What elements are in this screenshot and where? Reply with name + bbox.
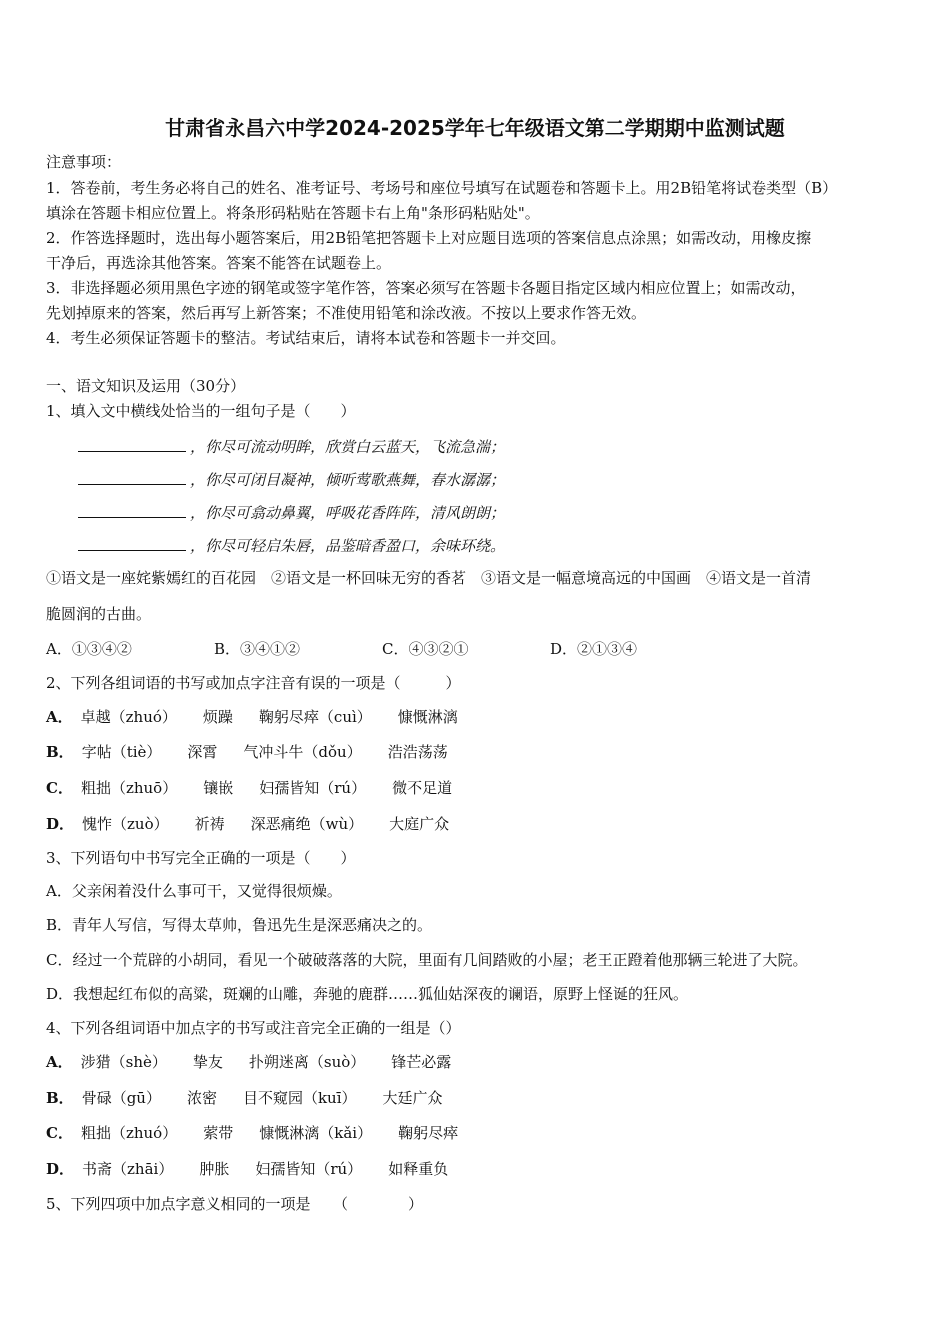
q1-blank-text: ，你尽可轻启朱唇，品鉴暗香盈口，余味环绕。 bbox=[190, 537, 506, 555]
q4-option-a[interactable] bbox=[46, 1051, 477, 1072]
q1-sentences-b: 脆圆润的古曲。 bbox=[46, 605, 152, 623]
word: 镶嵌 bbox=[203, 779, 234, 797]
q1-blank-line bbox=[78, 535, 505, 556]
q2-stem: 2、下列各组词语的书写或加点字注音有误的一项是（ ） bbox=[46, 674, 461, 692]
q1-blank-text: ，你尽可闭目凝神，倾听莺歌燕舞，春水潺潺； bbox=[190, 471, 506, 489]
q3-option-b[interactable]: B．青年人写信，写得太草帅，鲁迅先生是深恶痛决之的。 bbox=[46, 916, 433, 934]
section-heading: 一、语文知识及运用（30分） bbox=[46, 377, 246, 395]
q1-option-d[interactable]: D．②①③④ bbox=[550, 640, 638, 658]
option-letter: D． bbox=[46, 815, 75, 833]
notice-item-1b: 填涂在答题卡相应位置上。将条形码粘贴在答题卡右上角"条形码粘贴处"。 bbox=[46, 204, 540, 222]
word: 目不窥园（kuī） bbox=[242, 1089, 357, 1107]
word: 鞠躬尽瘁 bbox=[398, 1124, 459, 1142]
answer-blank bbox=[78, 470, 186, 485]
word: 妇孺皆知（rú） bbox=[255, 1160, 363, 1178]
word: 烦躁 bbox=[202, 708, 233, 726]
q1-stem: 1、填入文中横线处恰当的一组句子是（ ） bbox=[46, 402, 356, 420]
notice-item-2b: 干净后，再选涂其他答案。答案不能答在试题卷上。 bbox=[46, 254, 392, 272]
notice-heading: 注意事项： bbox=[46, 153, 122, 171]
word: 微不足道 bbox=[392, 779, 453, 797]
notice-item-3a: 3．非选择题必须用黑色字迹的钢笔或签字笔作答，答案必须写在答题卡各题目指定区域内相应位置上；如需改动， bbox=[46, 279, 806, 297]
word: 浓密 bbox=[186, 1089, 217, 1107]
q1-blank-line bbox=[78, 436, 505, 457]
word: 字帖（tiè） bbox=[81, 743, 162, 761]
q1-option-c[interactable]: C．④③②① bbox=[382, 640, 469, 658]
option-letter: B． bbox=[46, 1089, 74, 1107]
word: 肿胀 bbox=[199, 1160, 230, 1178]
answer-blank bbox=[78, 437, 186, 452]
option-letter: C． bbox=[46, 779, 73, 797]
q3-option-a[interactable]: A．父亲闲着没什么事可干，又觉得很烦燥。 bbox=[46, 882, 342, 900]
word: 慷慨淋漓 bbox=[397, 708, 458, 726]
q2-option-d[interactable] bbox=[46, 813, 475, 834]
q1-blank-line bbox=[78, 502, 505, 523]
q4-option-c[interactable] bbox=[46, 1122, 484, 1143]
word: 浩浩荡荡 bbox=[387, 743, 448, 761]
notice-item-3b: 先划掉原来的答案，然后再写上新答案；不准使用铅笔和涂改液。不按以上要求作答无效。 bbox=[46, 304, 647, 322]
q2-option-a[interactable] bbox=[46, 706, 484, 727]
q2-option-c[interactable] bbox=[46, 777, 478, 798]
q2-option-b[interactable] bbox=[46, 741, 474, 762]
option-letter: B． bbox=[46, 743, 74, 761]
q1-options bbox=[46, 638, 718, 659]
word: 鞠躬尽瘁（cuì） bbox=[258, 708, 372, 726]
word: 愧怍（zuò） bbox=[82, 815, 169, 833]
word: 书斋（zhāi） bbox=[82, 1160, 174, 1178]
q5-stem: 5、下列四项中加点字意义相同的一项是 （ ） bbox=[46, 1195, 424, 1213]
q3-stem: 3、下列语句中书写完全正确的一项是（ ） bbox=[46, 849, 356, 867]
word: 大廷广众 bbox=[382, 1089, 443, 1107]
notice-item-2a: 2．作答选择题时，选出每小题答案后，用2B铅笔把答题卡上对应题目选项的答案信息点涂黑；如需改动，用橡皮擦 bbox=[46, 229, 812, 247]
option-letter: A． bbox=[46, 708, 73, 726]
q1-blank-text: ，你尽可翕动鼻翼，呼吸花香阵阵，清风朗朗； bbox=[190, 504, 506, 522]
word: 骨碌（gū） bbox=[81, 1089, 161, 1107]
word: 如释重负 bbox=[388, 1160, 449, 1178]
word: 慷慨淋漓（kǎi） bbox=[259, 1124, 373, 1142]
q3-option-d[interactable]: D．我想起红布似的高粱，斑斓的山雕，奔驰的鹿群……狐仙姑深夜的谰语，原野上怪诞的狂风。 bbox=[46, 985, 689, 1003]
q4-stem: 4、下列各组词语中加点字的书写或注音完全正确的一组是（） bbox=[46, 1019, 461, 1037]
word: 祈祷 bbox=[194, 815, 225, 833]
q1-blank-text: ，你尽可流动明眸，欣赏白云蓝天，飞流急湍； bbox=[190, 438, 506, 456]
answer-blank bbox=[78, 503, 186, 518]
word: 粗拙（zhuō） bbox=[80, 779, 178, 797]
word: 扑朔迷离（suò） bbox=[248, 1053, 366, 1071]
option-letter: D． bbox=[46, 1160, 75, 1178]
option-letter: A． bbox=[46, 1053, 73, 1071]
q4-option-d[interactable] bbox=[46, 1158, 474, 1179]
word: 锋芒必露 bbox=[391, 1053, 452, 1071]
notice-item-1a: 1．答卷前，考生务必将自己的姓名、准考证号、考场号和座位号填写在试题卷和答题卡上。用2B铅笔将试卷类型（B） bbox=[46, 179, 838, 197]
word: 卓越（zhuó） bbox=[80, 708, 177, 726]
word: 深恶痛绝（wù） bbox=[250, 815, 364, 833]
word: 挚友 bbox=[192, 1053, 223, 1071]
option-letter: C． bbox=[46, 1124, 73, 1142]
q4-option-b[interactable] bbox=[46, 1087, 469, 1108]
word: 深霄 bbox=[187, 743, 218, 761]
word: 涉猎（shè） bbox=[80, 1053, 167, 1071]
q1-blank-line bbox=[78, 469, 505, 490]
answer-blank bbox=[78, 536, 186, 551]
q1-option-b[interactable]: B．③④①② bbox=[214, 640, 301, 658]
notice-item-4: 4．考生必须保证答题卡的整洁。考试结束后，请将本试卷和答题卡一并交回。 bbox=[46, 329, 566, 347]
word: 气冲斗牛（dǒu） bbox=[243, 743, 362, 761]
q1-sentences-a: ①语文是一座姹紫嫣红的百花园 ②语文是一杯回味无穷的香茗 ③语文是一幅意境高远的中国画 ④语文是一首清 bbox=[46, 569, 812, 587]
word: 萦带 bbox=[203, 1124, 234, 1142]
q1-option-a[interactable]: A．①③④② bbox=[46, 640, 132, 658]
page-title: 甘肃省永昌六中学2024-2025学年七年级语文第二学期期中监测试题 bbox=[165, 116, 785, 140]
word: 粗拙（zhuó） bbox=[80, 1124, 178, 1142]
q3-option-c[interactable]: C．经过一个荒辟的小胡同，看见一个破破落落的大院，里面有几间踏败的小屋；老王正蹬着他那辆三轮进了大院。 bbox=[46, 951, 808, 969]
word: 妇孺皆知（rú） bbox=[259, 779, 367, 797]
word: 大庭广众 bbox=[389, 815, 450, 833]
